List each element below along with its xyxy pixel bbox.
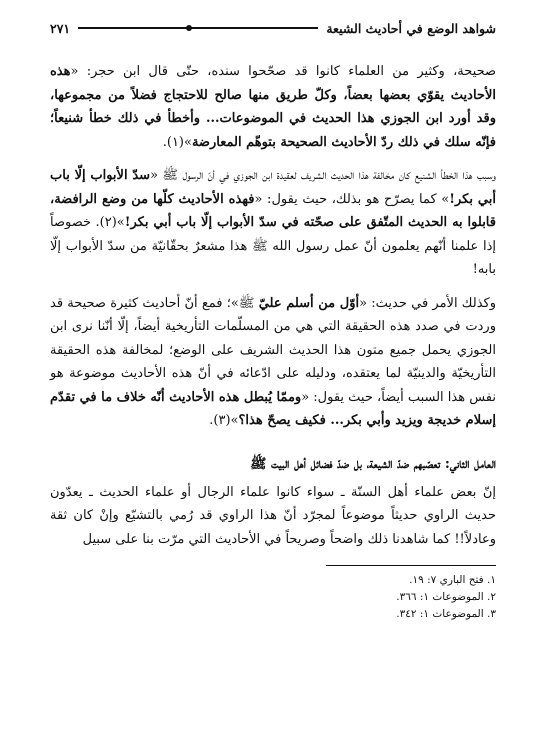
para3-text-e: »(٣). [209,413,239,428]
para3-quote-1: أوّل من أسلم عليّ [258,295,360,311]
para2-text-a: وسبب هذا الخطأ الشنيع كان مخالفة هذا الحديث الشريف لعقيدة ابن الجوزي في أنّ الرسول ﷺ « [150,168,496,183]
para2-text-c: » كما يصرّح هو بذلك، حيث يقول: « [254,191,450,207]
para1-quote: هذه الأحاديث يقوّي بعضها بعضاً، وكلّ طريق منها صالح للاحتجاج فضلاً من مجموعها، وقد أورد ابن الجوزي هذا الحديث في الموضوعات... وأخطأ في ذلك خطأ شنيعاً؛ فإنّه سلك في ذلك ردّ الأحاديث الصحيحة بتوهّم المعارضة [50,64,496,150]
para3-text-a: وكذلك الأمر في حديث: « [359,295,496,311]
paragraph-3 [50,292,496,433]
header-title: شواهد الوضع في أحاديث الشيعة [326,20,496,36]
section-heading: العامل الثاني: تعصّبهم ضدّ الشيعة، بل ضدّ فضائل أهل البيت ﷺ [250,455,496,472]
header-rule [78,27,318,29]
para2-text-e: »(٢). خصوصاً إذا علمنا أنّهم يعلمون أنّ عمل رسول الله ﷺ هذا مشعرٌ بحقّانيّة من سدّ الأبواب إلّا بابه! [50,215,496,277]
paragraph-1 [50,60,496,154]
para1-text-c: »(١). [162,134,192,150]
footnote-1: ١. فتح الباري ٧: ١٩. [409,574,496,586]
section-paragraph: إنّ بعض علماء أهل السنّة ـ سواء كانوا علماء الرجال أو علماء الحديث ـ يعدّون حديث الراوي حديثاً موضوعاً لمجرّد أنّ هذا الراوي قد رُمي بالتشيّع وإنْ كان ثقة وعادلاً!! كما شاهدنا ذلك واضحاً وصريحاً في الأحاديث التي مرّت بنا على سبيل [50,484,496,547]
para1-text-a: صحيحة، وكثير من العلماء كانوا قد صحّحوا سنده، حتّى قال ابن حجر: « [70,64,496,79]
para2-quote-2: فهذه الأحاديث كلّها من وضع الرافضة، قابلوا به الحديث المتّفق على صحّته في سدّ الأبواب إلّا باب أبي بكر! [50,191,496,230]
header-rule-dot [186,25,192,31]
footnote-rule [326,565,496,566]
para3-quote-2: وممّا يُبطل هذه الأحاديث أنّه خلاف ما في تقدّم إسلام خديجة ويزيد وأبي بكر... فكيف يصحّ هذا؟ [50,389,496,428]
paragraph-2 [50,164,496,282]
footnote-2: ٢. الموضوعات ١: ٣٦٦. [396,591,496,603]
para2-quote-1: سدّ الأبواب إلّا باب أبي بكر! [50,168,496,207]
running-header [50,18,496,38]
page-number: ٢٧١ [50,20,71,36]
footnotes [50,572,496,623]
para3-text-c: ﷺ»؛ فمع أنّ أحاديث كثيرة صحيحة قد وردت في صدد هذه الحقيقة التي هي من المسلّمات التأريخية أيضاً، إلّا أنّنا نرى ابن الجوزي يحمل جميع متون هذا الحديث الشريف على الوضع؛ لمخالفة هذه الحقيقة التأريخيّة والدينيّة لما يعتقده، ودليله على ادّعائه في أنّ هذه الأحاديث موضوعة هو نفس هذا السبب أيضاً، حيث يقول: « [50,295,497,405]
footnote-3: ٣. الموضوعات ١: ٣٤٢. [396,608,496,620]
